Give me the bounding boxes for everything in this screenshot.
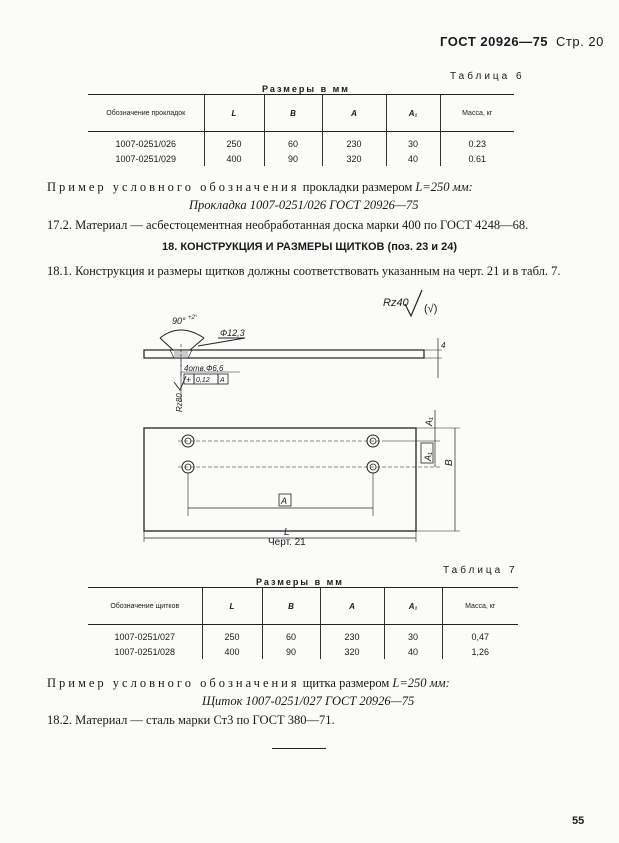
angle-arc (160, 330, 204, 338)
table-cell: 0.23 (440, 132, 514, 152)
table7-header: A (320, 588, 384, 625)
table-cell: 40 (386, 151, 440, 166)
page-header (440, 34, 604, 49)
section18-heading: 18. КОНСТРУКЦИЯ И РАЗМЕРЫ ЩИТКОВ (162, 241, 385, 253)
table6 (88, 94, 514, 166)
example2-size: L=250 мм: (392, 676, 450, 690)
drawing-caption: Черт. 21 (268, 537, 306, 548)
table-row (88, 644, 518, 659)
table-cell: 90 (262, 644, 320, 659)
table6-header: A (322, 95, 386, 132)
angle-tolerance: +2° (188, 315, 198, 321)
table-cell: 40 (384, 644, 442, 659)
example2-line (47, 676, 450, 691)
table7-header: A₁ (384, 588, 442, 625)
table-cell: 90 (264, 151, 322, 166)
dim-b-label: B (444, 459, 455, 466)
hole-diameter-label: Ф12,3 (220, 328, 245, 338)
table-cell: 1007-0251/027 (114, 631, 176, 642)
roughness-label: Rz40 (383, 297, 409, 309)
holes-note: 4отв.Ф6,6 (184, 364, 224, 373)
table-row (88, 625, 518, 645)
table-cell: 30 (384, 625, 442, 645)
table-cell: 320 (320, 644, 384, 659)
table-cell: 250 (202, 625, 262, 645)
example1-size: L=250 мм: (415, 180, 473, 194)
dim-a-label: A (281, 496, 288, 506)
table7-header: L (202, 588, 262, 625)
standard-number: ГОСТ 20926—75 (440, 34, 549, 49)
thickness-label: 4 (441, 341, 446, 350)
table7-header: B (262, 588, 320, 625)
table-cell: 1007-0251/026 (115, 138, 177, 149)
table-cell: 1007-0251/028 (114, 646, 176, 657)
table-cell: 320 (322, 151, 386, 166)
clause-18-1: 18.1. Конструкция и размеры щитков должны соответствовать указанным на черт. 21 и в табл. 7. (47, 264, 561, 278)
table-cell: 60 (262, 625, 320, 645)
table-row (88, 132, 514, 152)
example2-designation: Щиток 1007-0251/027 ГОСТ 20926—75 (202, 694, 415, 708)
table-cell: 60 (264, 132, 322, 152)
table-cell: 30 (386, 132, 440, 152)
table-cell: 230 (322, 132, 386, 152)
table7-units: Размеры в мм (256, 577, 344, 587)
table7-header: Обозначение щитков (88, 588, 202, 625)
end-rule (272, 748, 326, 749)
table7-header: Масса, кг (442, 588, 518, 625)
table-cell: 1,26 (442, 644, 518, 659)
example1-line (47, 180, 473, 195)
example2-rest: щитка размером (302, 676, 390, 690)
roughness-paren: (√) (424, 303, 438, 315)
table6-caption: Таблица 6 (450, 71, 525, 82)
example2-lead: Пример условного обозначения (47, 676, 300, 690)
position-tolerance-value: 0,12 (196, 377, 210, 384)
table6-units: Размеры в мм (262, 84, 350, 94)
clause-18-2: 18.2. Материал — сталь марки Ст3 по ГОСТ 380—71. (47, 713, 335, 727)
table6-header: A₁ (386, 95, 440, 132)
dim-l-label: L (284, 527, 290, 538)
table6-header: L (204, 95, 264, 132)
table-cell: 1007-0251/029 (115, 153, 177, 164)
position-symbol-icon: + (186, 375, 192, 385)
table-cell: 400 (202, 644, 262, 659)
table7 (88, 587, 518, 659)
dim-a1-boxed: A₁ (423, 452, 433, 461)
example1-rest: прокладки размером (302, 180, 413, 194)
table6-header: Обозначение прокладок (88, 95, 204, 132)
page-number: 55 (572, 815, 585, 827)
table-cell: 0,47 (442, 625, 518, 645)
drawing-21 (100, 286, 540, 548)
clause-17-2: 17.2. Материал — асбестоцементная необработанная доска марки 400 по ГОСТ 4248—68. (47, 218, 529, 232)
dim-a1-top: A₁ (424, 417, 434, 426)
table-cell: 250 (204, 132, 264, 152)
table6-header: Масса, кг (440, 95, 514, 132)
table7-caption: Таблица 7 (443, 565, 518, 576)
section18-title (162, 241, 457, 253)
table-row (88, 151, 514, 166)
side-roughness-label: Rz80 (175, 393, 184, 412)
example1-lead: Пример условного обозначения (47, 180, 300, 194)
angle-label: 90° (172, 316, 186, 326)
position-datum: A (220, 377, 225, 384)
section18-ref: (поз. 23 и 24) (387, 241, 458, 253)
example1-designation: Прокладка 1007-0251/026 ГОСТ 20926—75 (189, 198, 419, 212)
table6-header: B (264, 95, 322, 132)
table-cell: 0.61 (440, 151, 514, 166)
table-cell: 230 (320, 625, 384, 645)
table-cell: 400 (204, 151, 264, 166)
page-label: Стр. 20 (556, 34, 604, 49)
